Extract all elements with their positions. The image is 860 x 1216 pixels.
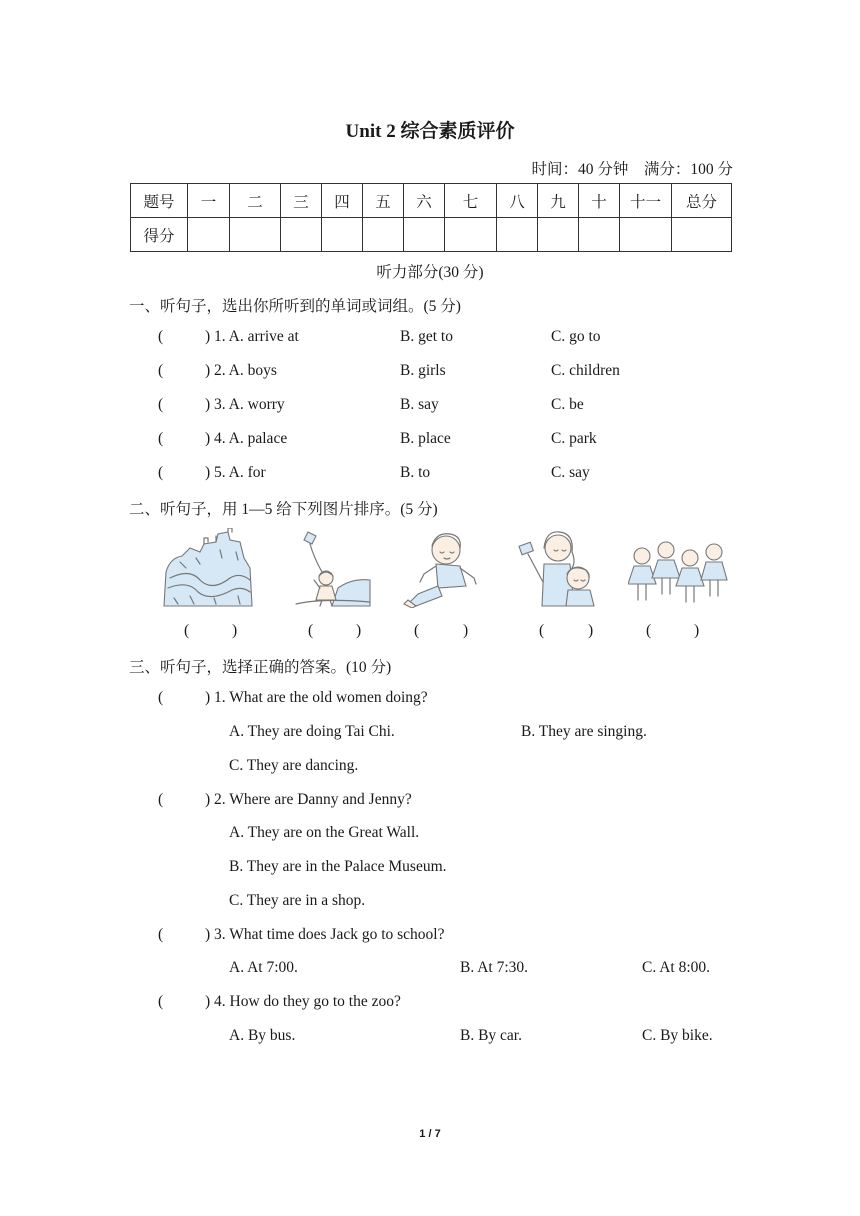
question-text: ) 1. What are the old women doing? xyxy=(205,689,428,706)
item-option-c: C. go to xyxy=(551,328,601,345)
score-header-cell: 九 xyxy=(538,184,579,218)
option-b: B. At 7:30. xyxy=(460,959,529,976)
item-option-a: ) 5. A. for xyxy=(205,464,266,481)
score-cell[interactable] xyxy=(672,218,732,252)
answer-paren-open[interactable]: ( xyxy=(158,993,164,1010)
question-text: ) 2. Where are Danny and Jenny? xyxy=(205,791,412,808)
score-header-cell: 七 xyxy=(445,184,497,218)
score-cell[interactable] xyxy=(281,218,322,252)
answer-paren-open[interactable]: ( xyxy=(646,622,652,639)
page-number: 1 / 7 xyxy=(419,1128,441,1140)
score-header-cell: 二 xyxy=(230,184,281,218)
option-b: B. They are in the Palace Museum. xyxy=(229,858,447,875)
section3-heading: 三、听句子，选择正确的答案。(10 分) xyxy=(129,659,392,676)
question-text: ) 3. What time does Jack go to school? xyxy=(205,926,445,943)
score-cell[interactable] xyxy=(404,218,445,252)
item-option-a: ) 2. A. boys xyxy=(205,362,277,379)
selfie-picture xyxy=(514,528,604,608)
score-cell[interactable] xyxy=(497,218,538,252)
option-a: A. By bus. xyxy=(229,1027,296,1044)
score-cell[interactable] xyxy=(230,218,281,252)
score-cell[interactable] xyxy=(538,218,579,252)
option-c: C. By bike. xyxy=(642,1027,713,1044)
option-a: A. They are doing Tai Chi. xyxy=(229,723,395,740)
answer-paren-close: ) xyxy=(588,622,594,639)
option-c: C. At 8:00. xyxy=(642,959,711,976)
section2-heading: 二、听句子，用 1—5 给下列图片排序。(5 分) xyxy=(129,501,438,518)
item-option-b: B. girls xyxy=(400,362,446,379)
answer-paren-close: ) xyxy=(694,622,700,639)
answer-paren-open[interactable]: ( xyxy=(158,396,164,413)
score-row-label: 得分 xyxy=(131,218,188,252)
exam-meta: 时间：40 分钟 满分：100 分 xyxy=(531,161,733,178)
answer-paren-close: ) xyxy=(356,622,362,639)
item-option-c: C. children xyxy=(551,362,620,379)
item-option-b: B. get to xyxy=(400,328,453,345)
answer-paren-open[interactable]: ( xyxy=(158,430,164,447)
score-header-cell: 五 xyxy=(363,184,404,218)
answer-paren-open[interactable]: ( xyxy=(539,622,545,639)
boy-sitting-picture xyxy=(402,528,484,608)
score-header-cell: 题号 xyxy=(131,184,188,218)
option-a: A. They are on the Great Wall. xyxy=(229,824,420,841)
answer-paren-open[interactable]: ( xyxy=(308,622,314,639)
score-cell[interactable] xyxy=(579,218,620,252)
option-b: B. By car. xyxy=(460,1027,522,1044)
option-c: C. They are in a shop. xyxy=(229,892,366,909)
answer-paren-close: ) xyxy=(232,622,238,639)
score-header-cell: 四 xyxy=(322,184,363,218)
item-option-b: B. say xyxy=(400,396,439,413)
score-header-cell: 十 xyxy=(579,184,620,218)
great-wall-picture xyxy=(160,528,256,608)
item-option-c: C. say xyxy=(551,464,590,481)
score-cell[interactable] xyxy=(620,218,672,252)
score-header-row xyxy=(131,184,732,218)
page-title: Unit 2 综合素质评价 xyxy=(345,121,515,142)
item-option-a: ) 4. A. palace xyxy=(205,430,288,447)
girls-dancing-picture xyxy=(628,540,728,608)
score-header-cell: 十一 xyxy=(620,184,672,218)
item-option-b: B. place xyxy=(400,430,451,447)
answer-paren-open[interactable]: ( xyxy=(158,328,164,345)
answer-paren-close: ) xyxy=(463,622,469,639)
score-header-cell: 三 xyxy=(281,184,322,218)
item-option-c: C. be xyxy=(551,396,584,413)
score-cell[interactable] xyxy=(445,218,497,252)
option-a: A. At 7:00. xyxy=(229,959,298,976)
score-table xyxy=(130,183,732,252)
score-header-cell: 八 xyxy=(497,184,538,218)
question-text: ) 4. How do they go to the zoo? xyxy=(205,993,401,1010)
listening-heading: 听力部分(30 分) xyxy=(376,264,484,281)
answer-paren-open[interactable]: ( xyxy=(158,926,164,943)
score-header-cell: 六 xyxy=(404,184,445,218)
answer-paren-open[interactable]: ( xyxy=(414,622,420,639)
score-input-row xyxy=(131,218,732,252)
score-header-cell: 总分 xyxy=(672,184,732,218)
option-b: B. They are singing. xyxy=(521,723,647,740)
answer-paren-open[interactable]: ( xyxy=(158,464,164,481)
score-header-cell: 一 xyxy=(188,184,230,218)
answer-paren-open[interactable]: ( xyxy=(184,622,190,639)
answer-paren-open[interactable]: ( xyxy=(158,689,164,706)
option-c: C. They are dancing. xyxy=(229,757,359,774)
section1-heading: 一、听句子，选出你所听到的单词或词组。(5 分) xyxy=(129,298,461,315)
item-option-b: B. to xyxy=(400,464,431,481)
girl-kite-picture xyxy=(292,528,372,608)
item-option-a: ) 1. A. arrive at xyxy=(205,328,299,345)
score-cell[interactable] xyxy=(363,218,404,252)
answer-paren-open[interactable]: ( xyxy=(158,362,164,379)
item-option-c: C. park xyxy=(551,430,597,447)
item-option-a: ) 3. A. worry xyxy=(205,396,285,413)
score-cell[interactable] xyxy=(188,218,230,252)
score-cell[interactable] xyxy=(322,218,363,252)
answer-paren-open[interactable]: ( xyxy=(158,791,164,808)
